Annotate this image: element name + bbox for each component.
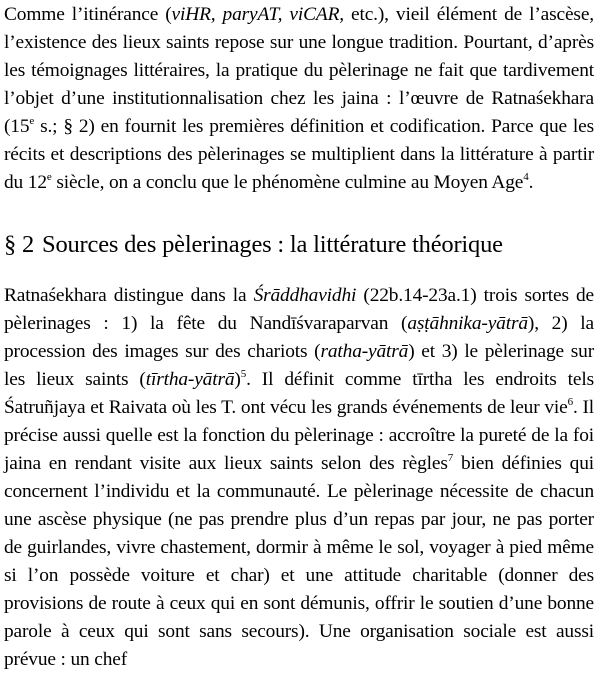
- text-run: Comme l’itinérance (: [4, 4, 172, 25]
- italic-term: aṣṭāhnika-yātrā: [407, 313, 528, 334]
- section-title: Sources des pèlerinages : la littérature théorique: [42, 231, 503, 258]
- footnote-ref-6[interactable]: 6: [567, 395, 573, 408]
- paragraph-intro: [4, 0, 594, 197]
- superscript: e: [46, 170, 52, 183]
- text-run: siècle, on a conclu que le phénomène culmine au Moyen Age: [51, 172, 524, 193]
- text-run: .: [528, 172, 534, 193]
- footnote-ref-5[interactable]: 5: [240, 367, 247, 380]
- text-run: s.; § 2) en fournit les premières définition et codification. Parce que les récits et descriptions des pèlerinages se multiplient dans la littérature à partir du 12: [4, 116, 594, 193]
- footnote-ref-7[interactable]: 7: [447, 451, 454, 464]
- text-run: ): [234, 369, 241, 390]
- text-run: . Il précise aussi quelle est la fonction du pèlerinage : accroître la pureté de la foi jaina en rendant visite aux lieux saints selon des règles: [4, 397, 594, 474]
- section-heading: [4, 230, 594, 260]
- footnote-ref-4[interactable]: 4: [523, 170, 529, 183]
- section-number: § 2: [4, 231, 35, 258]
- italic-term: tīrtha-yātrā: [145, 369, 235, 390]
- text-run: ) et 3) le pèlerinage sur les lieux saints (: [4, 341, 594, 390]
- text-run: Ratnaśekhara distingue dans la: [4, 285, 254, 306]
- superscript: e: [29, 114, 35, 127]
- text-run: ), 2) la procession des images sur des chariots (: [4, 313, 594, 362]
- text-run: (22b.14-23a.1) trois sortes de pèlerinages : 1) la fête du Nandīśvaraparvan (: [4, 285, 594, 334]
- text-run: bien définies qui concernent l’individu et la communauté. Le pèlerinage nécessite de chacun une ascèse physique (ne pas prendre plus d’un repas par jour, ne pas porter de guirlandes, vivre chastement, dormir à même le sol, voyager à pied même si l’on possède voiture et char) et une attitude charitable (donner des provisions de route à ceux qui en sont démunis, offrir le soutien d’une bonne parole à ceux qui sont sans secours). Une organisation sociale est aussi prévue : un chef: [4, 453, 595, 670]
- text-run: etc.), vieil élément de l’ascèse, l’existence des lieux saints repose sur une longue tradition. Pourtant, d’après les témoignages littéraires, la pratique du pèlerinage ne fait que tardivement l’objet d’une institutionnalisation chez les jaina : l’œuvre de Ratnaśekhara (15: [4, 4, 594, 137]
- paragraph-sources: [4, 282, 594, 674]
- italic-title: Śrāddhavidhi: [253, 285, 357, 306]
- italic-term: viHR, paryAT, viCAR,: [171, 4, 344, 25]
- text-run: . Il définit comme tīrtha les endroits tels Śatruñjaya et Raivata où les T. ont vécu les grands événements de leur vie: [4, 369, 594, 418]
- italic-term: ratha-yātrā: [320, 341, 409, 362]
